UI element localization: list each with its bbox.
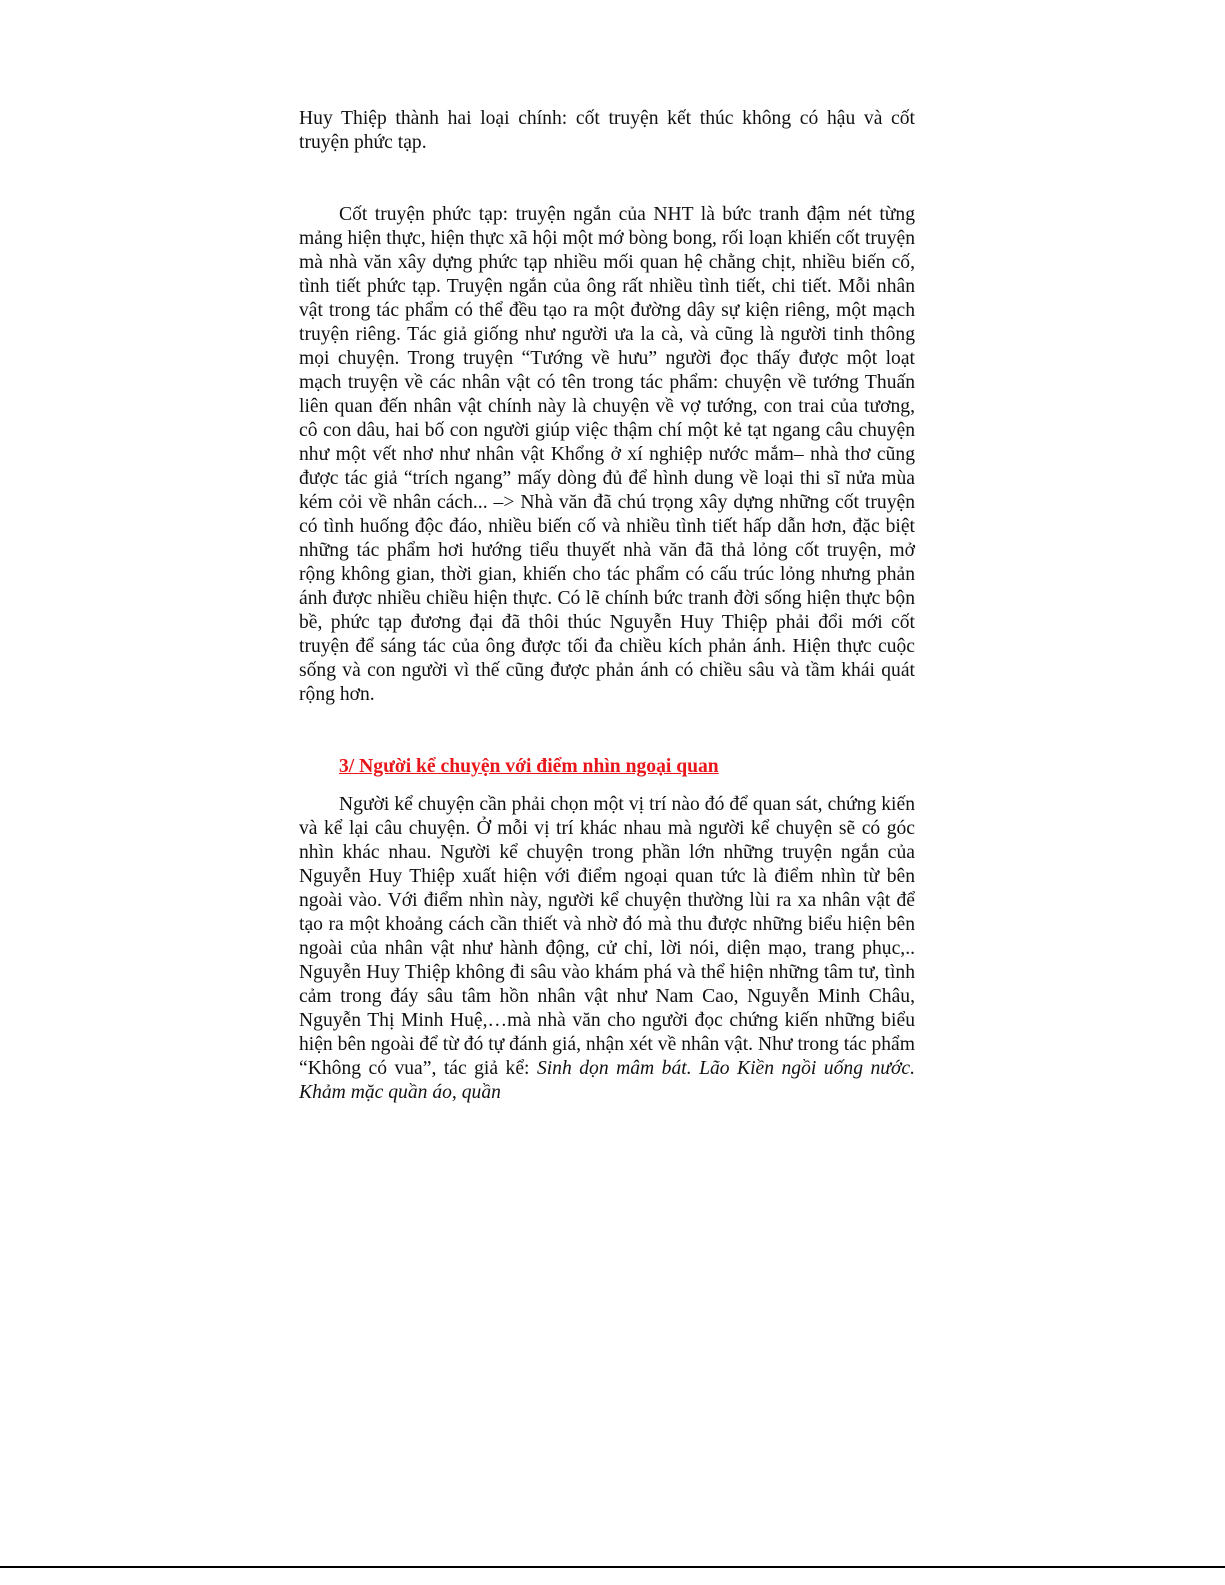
section-heading: 3/ Người kể chuyện với điểm nhìn ngoại quan — [339, 756, 719, 777]
page-content — [299, 107, 915, 1105]
paragraph-intro: Huy Thiệp thành hai loại chính: cốt truyện kết thúc không có hậu và cốt truyện phức tạp. — [299, 108, 915, 153]
paragraph-narrator-text: Người kể chuyện cần phải chọn một vị trí nào đó để quan sát, chứng kiến và kể lại câu chuyện. Ở mỗi vị trí khác nhau mà người kể chuyện sẽ có góc nhìn khác nhau. Người kể chuyện trong phần lớn những truyện ngắn của Nguyễn Huy Thiệp xuất hiện với điểm ngoại quan tức là điểm nhìn từ bên ngoài vào. Với điểm nhìn này, người kể chuyện thường lùi ra xa nhân vật để tạo ra một khoảng cách cần thiết và nhờ đó mà thu được những biểu hiện bên ngoài của nhân vật như hành động, cử chỉ, lời nói, diện mạo, trang phục,.. Nguyễn Huy Thiệp không đi sâu vào khám phá và thể hiện những tâm tư, tình cảm trong đáy sâu tâm hồn nhân vật như Nam Cao, Nguyễn Minh Châu, Nguyễn Thị Minh Huệ,…mà nhà văn cho người đọc chứng kiến những biểu hiện bên ngoài để từ đó tự đánh giá, nhận xét về nhân vật. Như trong tác phẩm “Không có vua”, tác giả kể: — [299, 794, 915, 1079]
quoted-excerpt: Sinh dọn mâm bát. Lão Kiền ngồi uống nước. Khảm mặc quần áo, quần — [299, 1058, 915, 1103]
page-bottom-border — [0, 1566, 1225, 1568]
paragraph-complex-plot: Cốt truyện phức tạp: truyện ngắn của NHT là bức tranh đậm nét từng mảng hiện thực, hiện thực xã hội một mớ bòng bong, rối loạn khiến cốt truyện mà nhà văn xây dựng phức tạp nhiều mối quan hệ chằng chịt, nhiều biến cố, tình tiết phức tạp. Truyện ngắn của ông rất nhiều tình tiết, chi tiết. Mỗi nhân vật trong tác phẩm có thể đều tạo ra một đường dây sự kiện riêng, một mạch truyện riêng. Tác giả giống như người ưa la cà, và cũng là người tinh thông mọi chuyện. Trong truyện “Tướng về hưu” người đọc thấy được một loạt mạch truyện về các nhân vật có tên trong tác phẩm: chuyện về tướng Thuấn liên quan đến nhân vật chính này là chuyện về vợ tướng, con trai của tương, cô con dâu, hai bố con người giúp việc thậm chí một kẻ tạt ngang câu chuyện như một vết nhơ như nhân vật Khổng ở xí nghiệp nước mắm– nhà thơ cũng được tác giả “trích ngang” mấy dòng đủ để hình dung về loại thi sĩ nửa mùa kém cỏi về nhân cách... –> Nhà văn đã chú trọng xây dựng những cốt truyện có tình huống độc đáo, nhiều biến cố và nhiều tình tiết hấp dẫn hơn, đặc biệt những tác phẩm hơi hướng tiểu thuyết nhà văn đã thả lỏng cốt truyện, mở rộng không gian, thời gian, khiến cho tác phẩm có cấu trúc lỏng nhưng phản ánh được nhiều chiều hiện thực. Có lẽ chính bức tranh đời sống hiện thực bộn bề, phức tạp đương đại đã thôi thúc Nguyễn Huy Thiệp phải đổi mới cốt truyện để sáng tác của ông được tối đa chiều kích phản ánh. Hiện thực cuộc sống và con người vì thế cũng được phản ánh có chiều sâu và tầm khái quát rộng hơn. — [299, 204, 915, 705]
paragraph-narrator — [299, 793, 915, 1105]
